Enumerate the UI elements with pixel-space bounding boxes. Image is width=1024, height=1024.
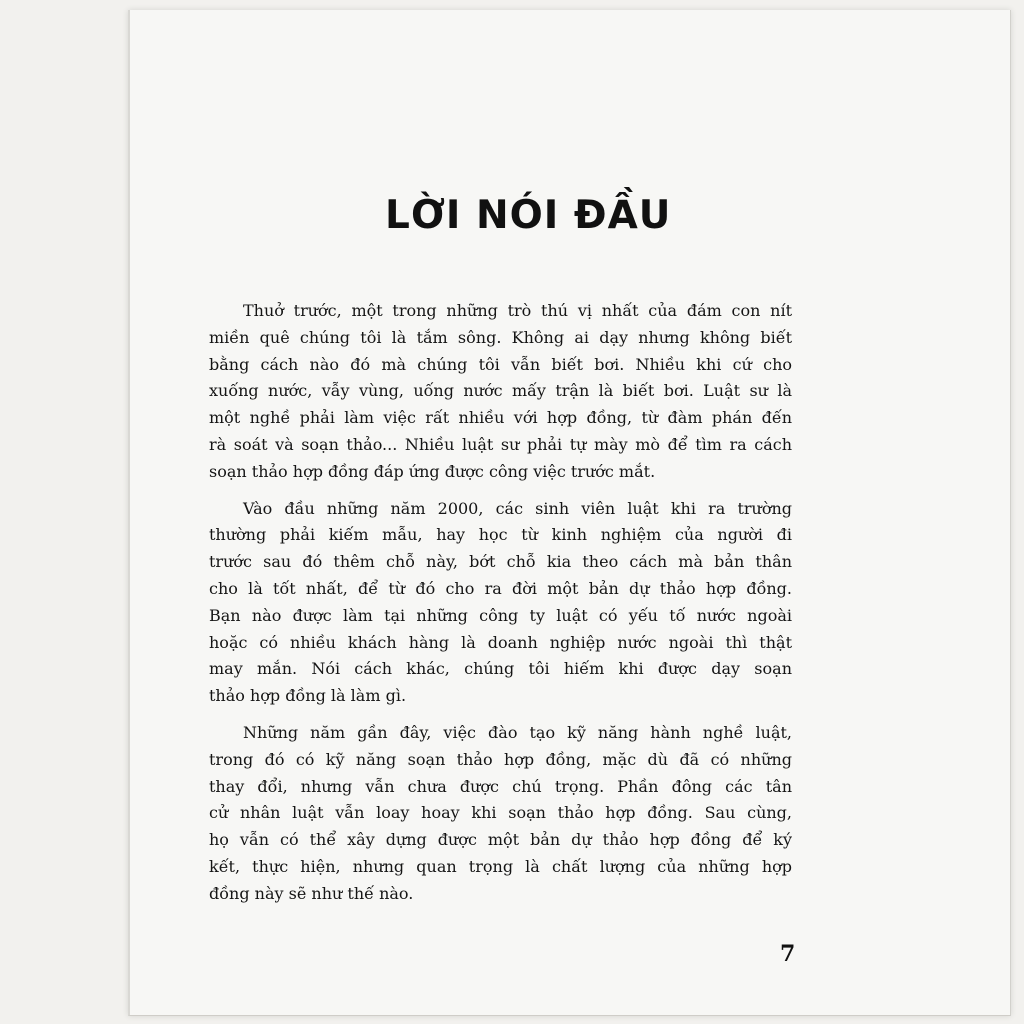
text-line: Thuở trước, một trong những trò thú vị nhất của đám con nít [243,301,792,320]
text-line: rà soát và soạn thảo... Nhiều luật sư phải tự mày mò để tìm ra cách [209,434,792,454]
text-line: Bạn nào được làm tại những công ty luật có yếu tố nước ngoài [209,605,792,625]
text-line: kết, thực hiện, nhưng quan trọng là chất lượng của những hợp [209,856,792,876]
text-line: xuống nước, vẫy vùng, uống nước mấy trận là biết bơi. Luật sư là [209,381,792,401]
text-line: soạn thảo hợp đồng đáp ứng được công việc trước mắt. [209,461,656,481]
paragraph-1 [209,298,792,486]
text-line: trước sau đó thêm chỗ này, bớt chỗ kia theo cách mà bản thân [209,552,792,572]
text-line: trong đó có kỹ năng soạn thảo hợp đồng, mặc dù đã có những [209,749,792,769]
text-line: thảo hợp đồng là làm gì. [209,686,407,706]
text-line: Vào đầu những năm 2000, các sinh viên luật khi ra trường [243,498,792,518]
text-line: thường phải kiếm mẫu, hay học từ kinh nghiệm của người đi [209,525,792,545]
text-line: đồng này sẽ như thế nào. [209,883,414,903]
paragraph-3 [209,720,792,908]
text-line: một nghề phải làm việc rất nhiều với hợp đồng, từ đàm phán đến [209,408,792,428]
text-line: họ vẫn có thể xây dựng được một bản dự thảo hợp đồng để ký [209,830,792,850]
body-text [209,298,792,918]
text-line: cử nhân luật vẫn loay hoay khi soạn thảo hợp đồng. Sau cùng, [209,803,792,823]
paragraph-2 [209,496,792,710]
text-line: Những năm gần đây, việc đào tạo kỹ năng hành nghề luật, [243,722,792,742]
text-line: hoặc có nhiều khách hàng là doanh nghiệp nước ngoài thì thật [209,632,792,652]
text-line: may mắn. Nói cách khác, chúng tôi hiếm khi được dạy soạn [209,659,792,679]
page-number: 7 [780,941,796,967]
text-line: miền quê chúng tôi là tắm sông. Không ai dạy nhưng không biết [209,327,792,347]
text-line: cho là tốt nhất, để từ đó cho ra đời một bản dự thảo hợp đồng. [209,578,792,598]
text-line: thay đổi, nhưng vẫn chưa được chú trọng. Phần đông các tân [209,776,792,796]
page-title: LỜI NÓI ĐẦU [385,193,672,238]
text-line: bằng cách nào đó mà chúng tôi vẫn biết bơi. Nhiều khi cứ cho [209,354,792,374]
